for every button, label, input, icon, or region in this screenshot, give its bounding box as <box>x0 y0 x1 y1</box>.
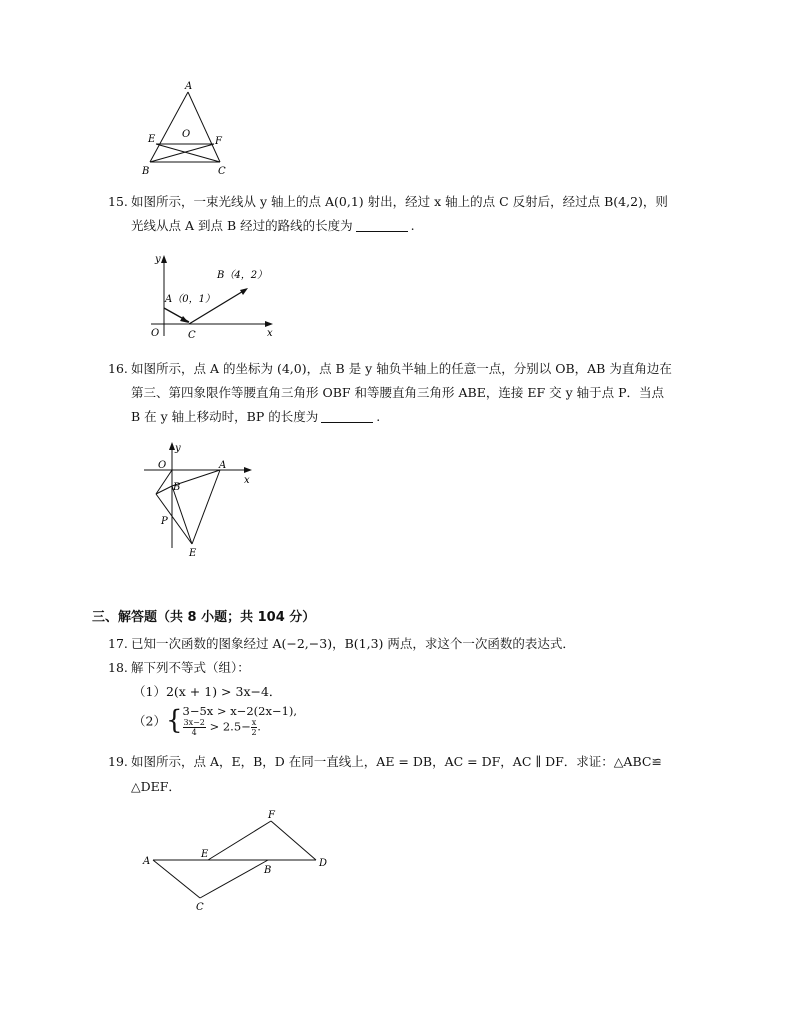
label-a: A <box>219 460 227 471</box>
label-b: B <box>142 166 150 177</box>
line-bf <box>150 144 214 162</box>
label-y: y <box>175 443 181 454</box>
q18-part1 <box>133 680 281 704</box>
q17-text: 已知一次函数的图象经过 A(−2,−3)，B(1,3) 两点，求这个一次函数的表达式． <box>131 636 575 651</box>
line-ae <box>192 470 220 544</box>
q18-part1-expr: 2(x + 1) > 3x−4． <box>165 684 282 699</box>
q15-line1: 如图所示，一束光线从 y 轴上的点 A(0,1) 射出，经过 x 轴上的点 C 反射后，经过点 B(4,2)，则 <box>131 194 668 209</box>
q15-number: 15. <box>108 194 128 209</box>
x-axis-arrow <box>265 321 273 327</box>
label-e: E <box>189 548 197 559</box>
label-o: O <box>151 328 160 339</box>
q16-line3-text: B 在 y 轴上移动时，BP 的长度为 <box>131 409 319 424</box>
system-row2-mid: > 2.5− <box>209 719 251 734</box>
system-row1: 3−5x > x−2(2x−1), <box>182 704 298 718</box>
label-f: F <box>268 810 275 821</box>
figure-light-reflection <box>145 252 285 342</box>
line-cb <box>200 860 268 898</box>
q16-line2: 第三、第四象限作等腰直角三角形 OBF 和等腰直角三角形 ABE，连接 EF 交 y 轴于点 P．当点 <box>131 385 665 400</box>
label-c: C <box>196 902 204 913</box>
fraction-right: $\frac{x}{2}$ <box>251 718 257 737</box>
label-f: F <box>215 136 222 147</box>
label-b: B（4，2） <box>217 270 268 281</box>
inequality-system <box>183 704 298 737</box>
label-y: y <box>155 254 161 265</box>
q15-line2 <box>131 214 415 238</box>
label-o: O <box>158 460 167 471</box>
ray-cb-arrow <box>240 288 248 295</box>
line-ef <box>208 821 271 860</box>
label-e: E <box>201 849 209 860</box>
line-be <box>172 486 192 544</box>
x-axis-arrow <box>244 467 252 473</box>
answer-blank[interactable] <box>321 408 373 423</box>
q16-line1: 如图所示，点 A 的坐标为 (4,0)，点 B 是 y 轴负半轴上的任意一点，分别以 OB，AB 为直角边在 <box>131 361 672 376</box>
q18-part2 <box>133 704 297 740</box>
label-e: E <box>148 134 156 145</box>
q16-number: 16. <box>108 361 128 376</box>
label-c: C <box>218 166 226 177</box>
system-row2 <box>183 718 298 737</box>
label-c: C <box>188 330 196 341</box>
label-d: D <box>319 858 328 869</box>
y-axis-arrow <box>161 255 167 263</box>
line-ec <box>156 144 220 162</box>
q19-number: 19. <box>108 754 128 769</box>
answer-blank[interactable] <box>356 217 408 232</box>
q18-part1-label: （1） <box>133 684 166 699</box>
label-p: P <box>161 516 168 527</box>
system-brace: { <box>165 705 183 736</box>
q16-line3 <box>131 405 380 429</box>
label-x: x <box>267 328 273 339</box>
q15-line2-text: 光线从点 A 到点 B 经过的路线的长度为 <box>131 218 353 233</box>
q19-line2: △DEF． <box>131 779 181 794</box>
label-o: O <box>182 129 191 140</box>
label-a: A <box>185 81 193 92</box>
q18-number: 18. <box>108 660 128 675</box>
figure-congruent-triangles <box>140 808 340 918</box>
figure-triangle-abc <box>140 78 230 178</box>
label-x: x <box>244 475 250 486</box>
q17-number: 17. <box>108 636 128 651</box>
q19-line1: 如图所示，点 A，E，B，D 在同一直线上，AE = DB，AC = DF，AC ∥ DF．求证：△ABC≌ <box>131 754 662 769</box>
line-ac <box>153 860 200 898</box>
line-ac <box>188 92 220 162</box>
q15-line2-end: . <box>410 218 415 233</box>
label-a: A（0，1） <box>165 294 215 305</box>
section-title: 三、解答题（共 8 小题；共 104 分） <box>92 610 316 625</box>
figure-isosceles-right-triangles <box>140 440 260 562</box>
q18-part2-label: （2） <box>133 713 166 729</box>
label-b: B <box>173 482 181 493</box>
line-fd <box>271 821 316 860</box>
q18-text: 解下列不等式（组）： <box>131 660 250 675</box>
q16-line3-end: . <box>376 409 381 424</box>
system-row2-end: . <box>257 719 261 734</box>
fraction-left: $\frac{3x-2}{4}$ <box>183 718 205 737</box>
label-a: A <box>143 856 151 867</box>
label-b: B <box>264 865 272 876</box>
